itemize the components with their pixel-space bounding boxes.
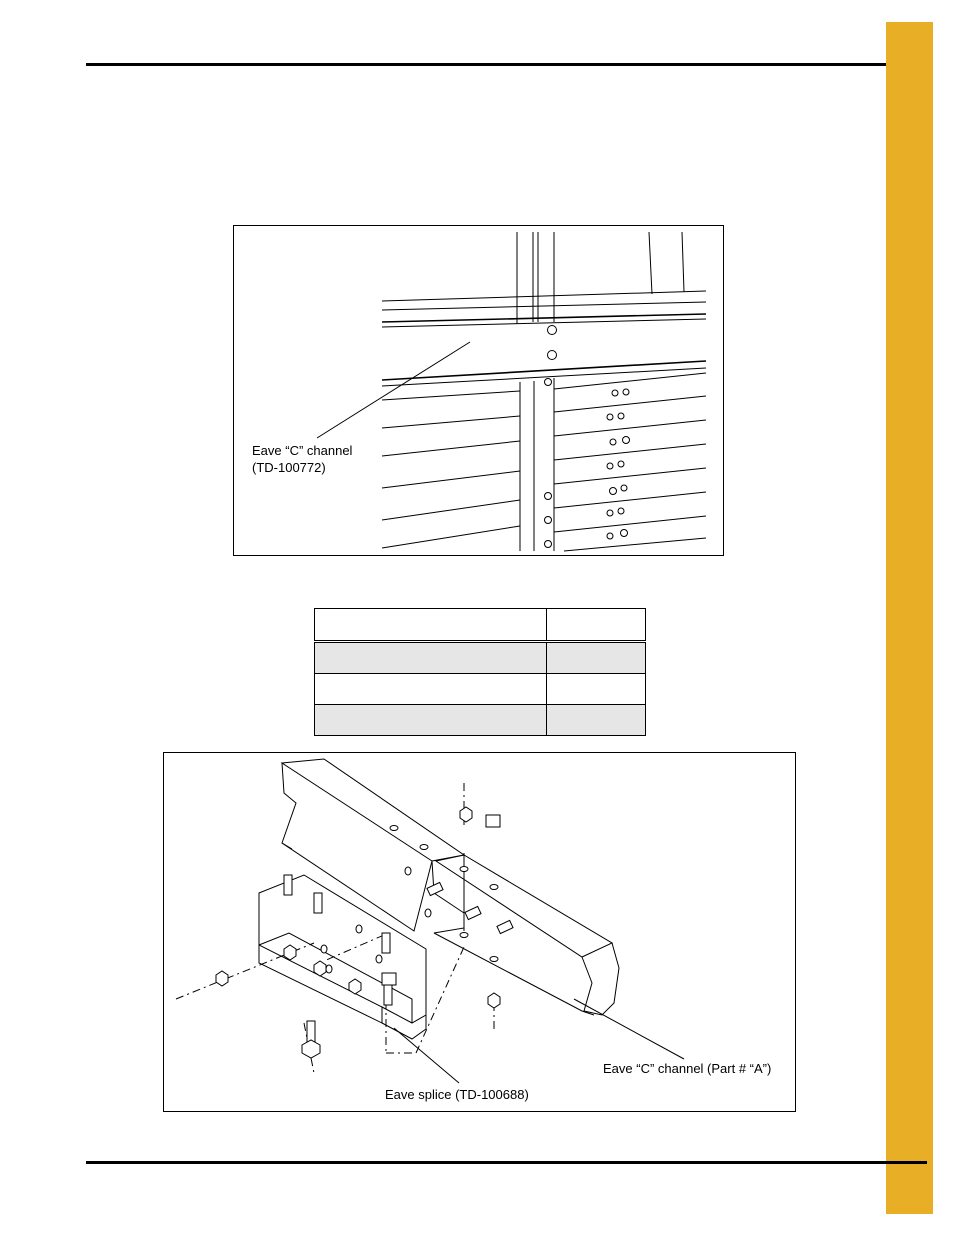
callout-eave-channel: Eave “C” channel bbox=[252, 443, 353, 458]
table-cell bbox=[547, 674, 646, 705]
callout-eave-splice: Eave splice (TD-100688) bbox=[385, 1087, 529, 1102]
table-cell bbox=[315, 609, 547, 642]
table-row bbox=[315, 642, 646, 674]
table-cell bbox=[547, 705, 646, 736]
callout-eave-channel-part: Eave “C” channel (Part # “A”) bbox=[603, 1061, 772, 1076]
parts-table bbox=[314, 608, 646, 736]
figure-eave-splice-exploded bbox=[163, 752, 796, 1112]
table-cell bbox=[315, 705, 547, 736]
table-row bbox=[315, 705, 646, 736]
figure-eave-channel-installed bbox=[233, 225, 724, 556]
header-rule bbox=[86, 63, 927, 66]
eave-channel-drawing bbox=[234, 226, 725, 557]
table-cell bbox=[547, 642, 646, 674]
footer-rule bbox=[86, 1161, 927, 1164]
table-row bbox=[315, 609, 646, 642]
table-cell bbox=[547, 609, 646, 642]
table-cell bbox=[315, 674, 547, 705]
section-side-tab bbox=[886, 22, 933, 1214]
table-row bbox=[315, 674, 646, 705]
callout-eave-channel-part-number: (TD-100772) bbox=[252, 460, 326, 475]
eave-splice-drawing bbox=[164, 753, 797, 1113]
table-cell bbox=[315, 642, 547, 674]
